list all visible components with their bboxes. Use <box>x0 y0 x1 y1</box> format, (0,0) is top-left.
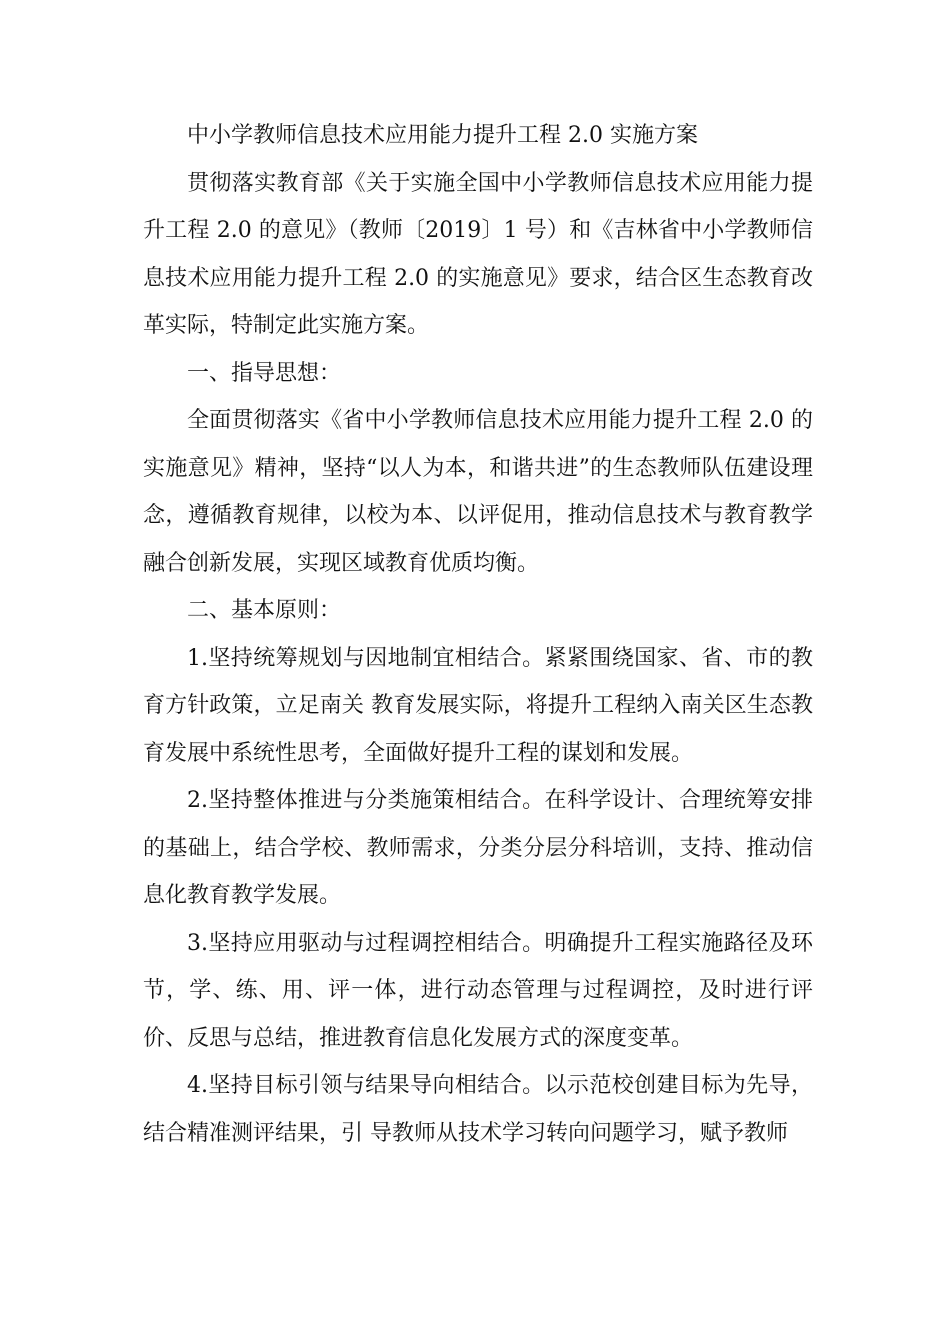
principle-item-2: 2.坚持整体推进与分类施策相结合。在科学设计、合理统筹安排的基础上，结合学校、教师需求，分类分层分科培训，支持、推动信息化教育教学发展。 <box>143 788 813 908</box>
paragraph-intro: 贯彻落实教育部《关于实施全国中小学教师信息技术应用能力提升工程 2.0 的意见》（教师〔2019〕1 号）和《吉林省中小学教师信息技术应用能力提升工程 2.0 的实施意见》要求，结合区生态教育改革实际，特制定此实施方案。 <box>143 170 813 338</box>
principle-item-1: 1.坚持统筹规划与因地制宜相结合。紧紧围绕国家、省、市的教育方针政策，立足南关 教育发展实际，将提升工程纳入南关区生态教育发展中系统性思考，全面做好提升工程的谋划和发展。 <box>143 645 813 766</box>
principle-item-4: 4.坚持目标引领与结果导向相结合。以示范校创建目标为先导，结合精准测评结果，引 导教师从技术学习转向问题学习，赋予教师 <box>143 1073 813 1146</box>
document-title: 中小学教师信息技术应用能力提升工程 2.0 实施方案 <box>187 123 698 148</box>
principle-item-3: 3.坚持应用驱动与过程调控相结合。明确提升工程实施路径及环节，学、练、用、评一体，进行动态管理与过程调控，及时进行评价、反思与总结，推进教育信息化发展方式的深度变革。 <box>143 930 813 1051</box>
section-heading-guiding-thought: 一、指导思想： <box>187 360 342 386</box>
document-body <box>143 112 813 1157</box>
section-heading-basic-principles: 二、基本原则： <box>187 598 342 623</box>
paragraph-guiding-thought: 全面贯彻落实《省中小学教师信息技术应用能力提升工程 2.0 的实施意见》精神，坚持“以人为本，和谐共进”的生态教师队伍建设理念，遵循教育规律，以校为本、以评促用，推动信息技术与教育教学融合创新发展，实现区域教育优质均衡。 <box>143 408 813 576</box>
